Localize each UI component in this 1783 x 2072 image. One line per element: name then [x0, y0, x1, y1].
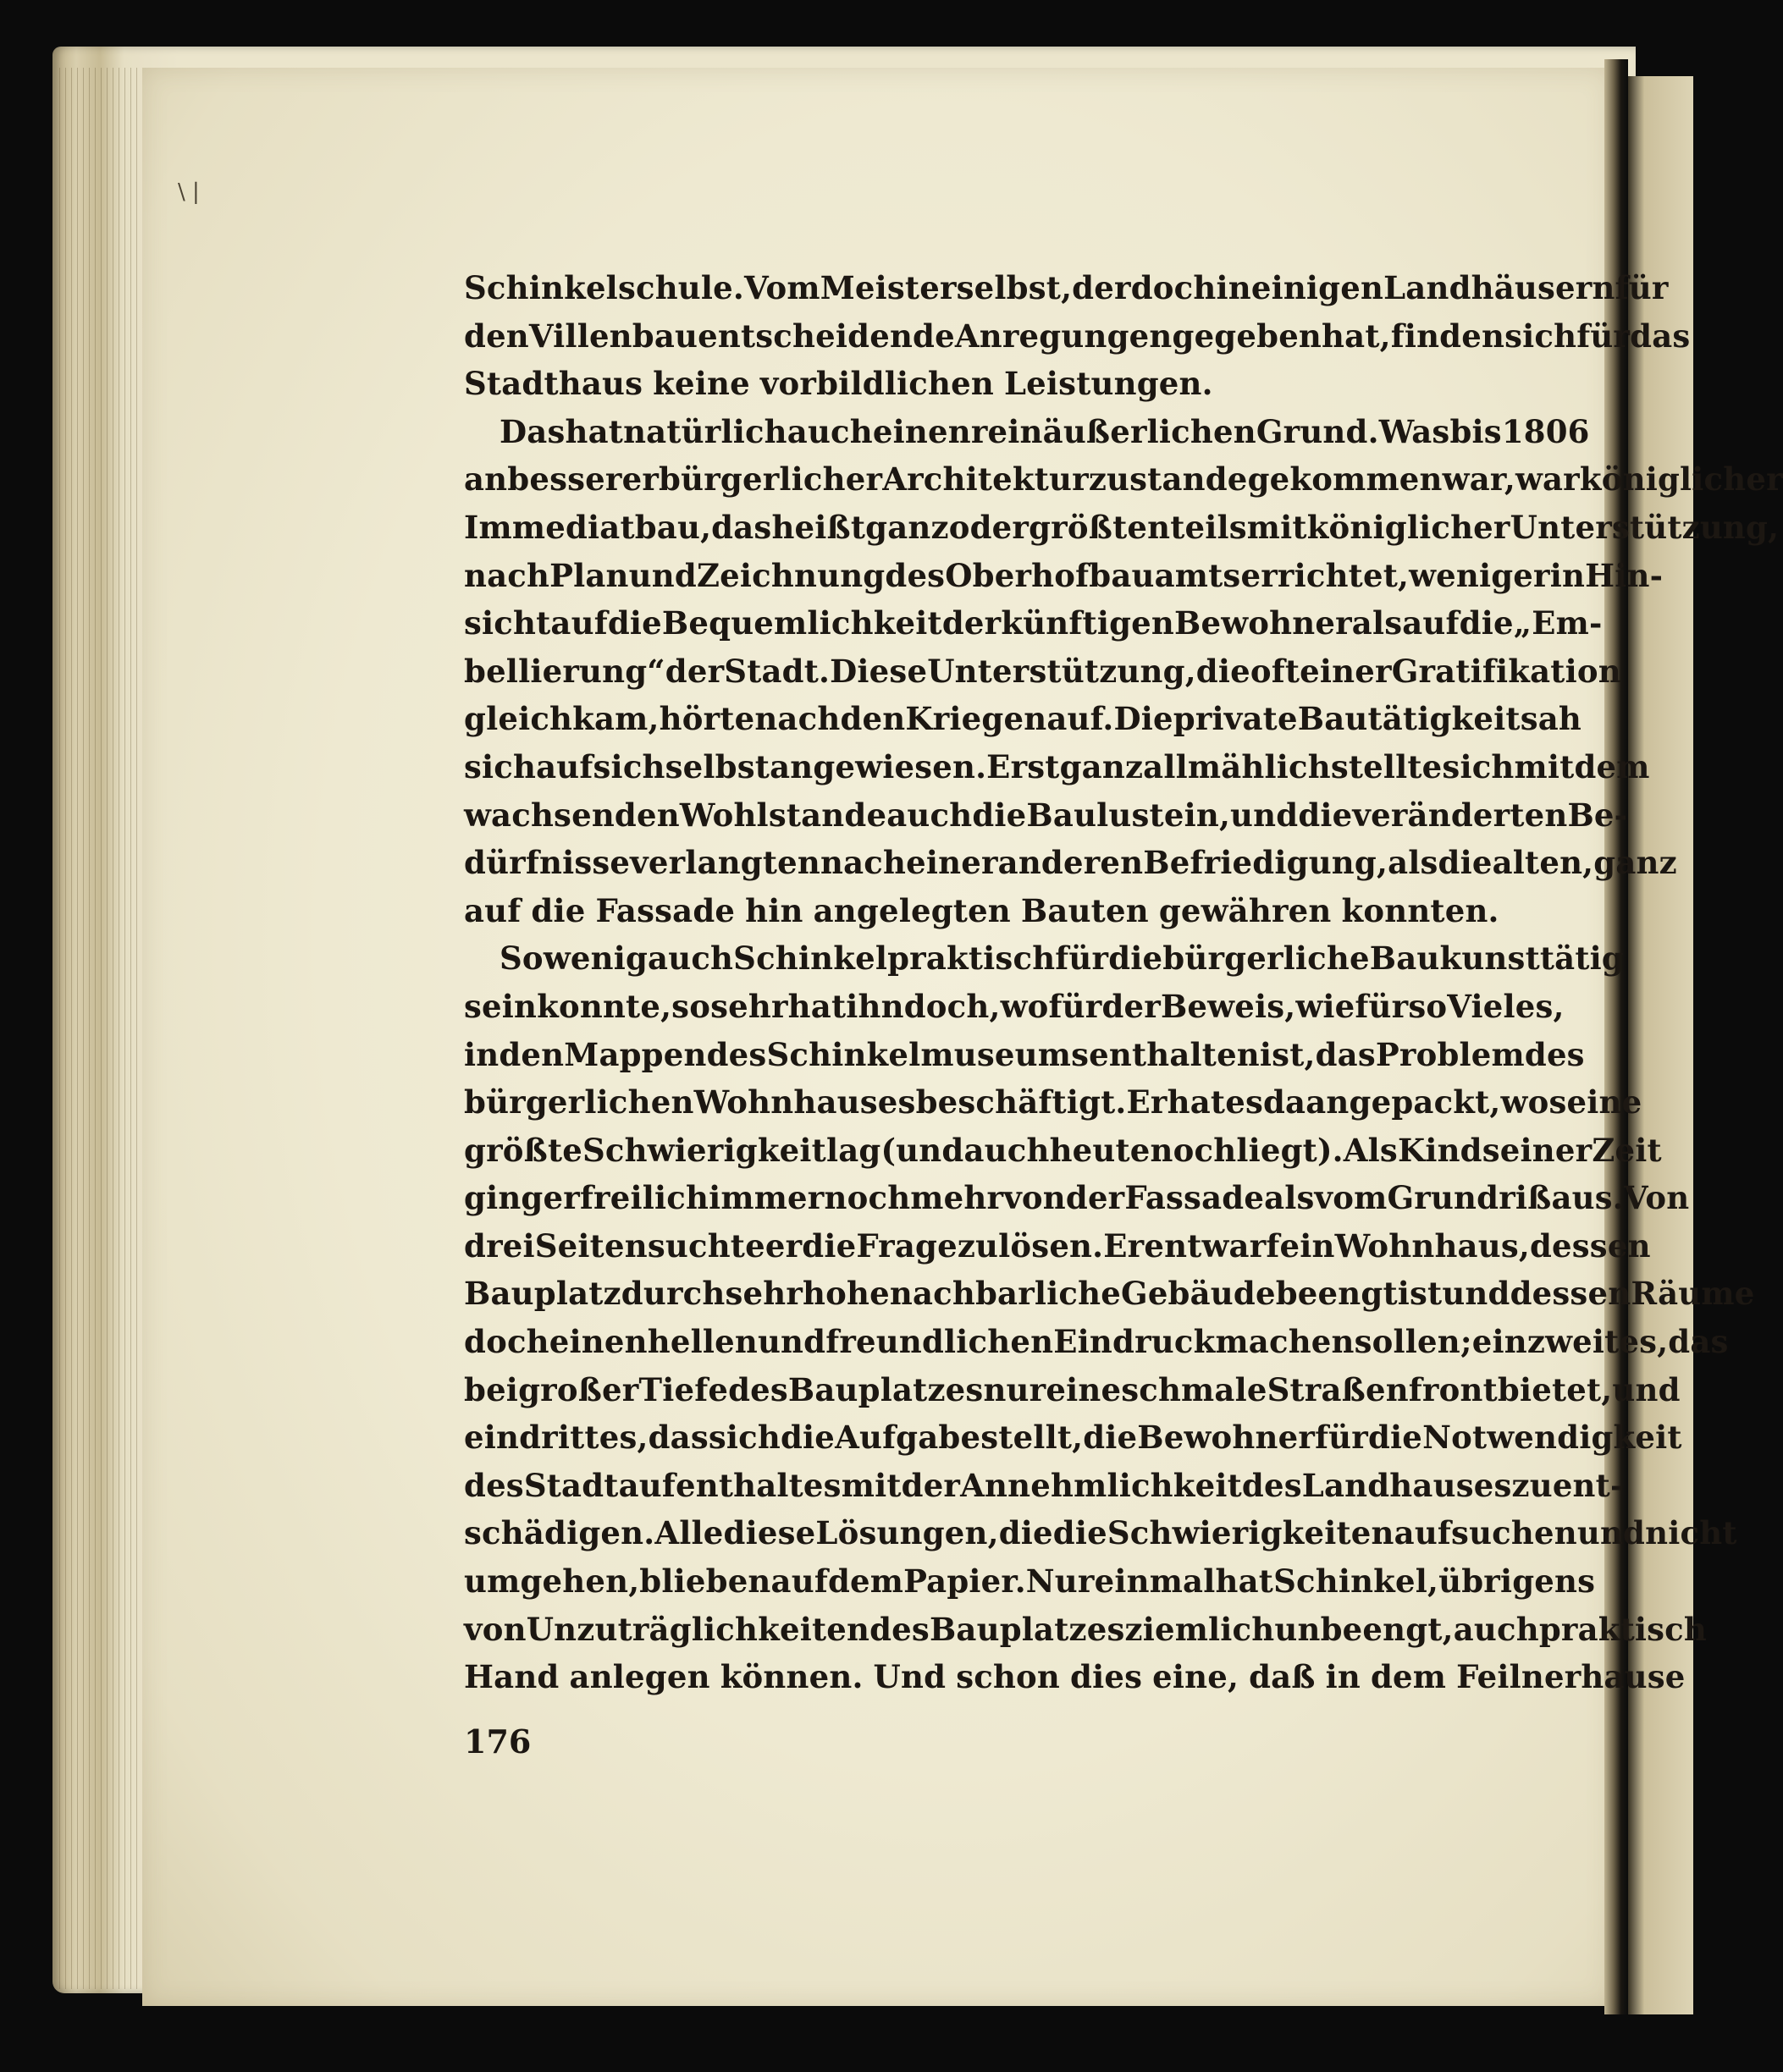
text-line: bellierung“ der Stadt. Diese Unterstützung, die oft einer Gratifikation: [464, 652, 1621, 690]
text-line: Bauplatz durch sehr hohe nachbarliche Gebäude beengt ist und dessen Räume: [464, 1275, 1755, 1313]
text-line: in den Mappen des Schinkelmuseums enthalten ist, das Problem des: [464, 1035, 1585, 1073]
text-line: bürgerlichen Wohnhauses beschäftigt. Er hat es da angepackt, wo seine: [464, 1083, 1642, 1121]
text-line: von Unzuträglichkeiten des Bauplatzes ziemlich unbeengt, auch praktisch: [464, 1610, 1707, 1648]
text-line: wachsenden Wohlstande auch die Baulust ein, und die veränderten Be-: [464, 796, 1628, 834]
text-line: größte Schwierigkeit lag (und auch heute noch liegt). Als Kind seiner Zeit: [464, 1131, 1662, 1169]
facing-page-edge: [1628, 76, 1693, 2014]
text-line: Schinkelschule. Vom Meister selbst, der doch in einigen Landhäusern für: [464, 269, 1669, 306]
text-line: ein drittes, das sich die Aufgabe stellt, die Bewohner für die Notwendigkeit: [464, 1419, 1682, 1457]
body-text: [464, 269, 1783, 1706]
text-line: sich auf sich selbst angewiesen. Erst ganz allmählich stellte sich mit dem: [464, 747, 1650, 785]
text-line: ging er freilich immer noch mehr von der Fassade als vom Grundriß aus. Von: [464, 1179, 1690, 1217]
page-edges: [59, 68, 140, 1989]
text-line: schädigen. Alle diese Lösungen, die die Schwierigkeiten aufsuchen und nicht: [464, 1514, 1737, 1552]
text-line: dürfnisse verlangten nach einer anderen Befriedigung, als die alten, ganz: [464, 844, 1677, 882]
text-line: an besserer bürgerlicher Architektur zustande gekommen war, war königlicher: [464, 460, 1783, 499]
text-line: den Villenbau entscheidende Anregungen gegeben hat, finden sich für das: [464, 317, 1691, 355]
text-line: umgehen, blieben auf dem Papier. Nur einmal hat Schinkel, übrigens: [464, 1562, 1596, 1601]
text-line: gleichkam, hörte nach den Kriegen auf. Die private Bautätigkeit sah: [464, 700, 1582, 738]
margin-marks: \ |: [178, 179, 200, 205]
text-line: drei Seiten suchte er die Frage zu lösen. Er entwarf ein Wohnhaus, dessen: [464, 1226, 1651, 1265]
text-line: doch einen hellen und freundlichen Eindruck machen sollen; ein zweites, das: [464, 1323, 1729, 1361]
text-line: des Stadtaufenthaltes mit der Annehmlichkeit des Landhauses zu ent-: [464, 1466, 1624, 1504]
text-line: Immediatbau, das heißt ganz oder größtenteils mit königlicher Unterstützung,: [464, 508, 1780, 546]
text-line: auf die Fassade hin angelegten Bauten gewähren konnten.: [464, 891, 1499, 929]
text-line: bei großer Tiefe des Bauplatzes nur eine schmale Straßenfront bietet, und: [464, 1370, 1681, 1408]
text-line: Hand anlegen können. Und schon dies eine, daß in dem Feilnerhause: [464, 1658, 1686, 1696]
text-line: sicht auf die Bequemlichkeit der künftigen Bewohner als auf die „Em-: [464, 604, 1603, 642]
page-number: 176: [464, 1722, 532, 1761]
text-line: Stadthaus keine vorbildlichen Leistungen.: [464, 365, 1213, 403]
text-line: Das hat natürlich auch einen rein äußerlichen Grund. Was bis 1806: [500, 412, 1590, 450]
text-line: nach Plan und Zeichnung des Oberhofbauamts errichtet, weniger in Hin-: [464, 556, 1664, 594]
text-line: So wenig auch Schinkel praktisch für die bürgerliche Baukunst tätig: [500, 940, 1624, 978]
text-line: sein konnte, so sehr hat ihn doch, wofür der Beweis, wie für so Vieles,: [464, 987, 1565, 1025]
